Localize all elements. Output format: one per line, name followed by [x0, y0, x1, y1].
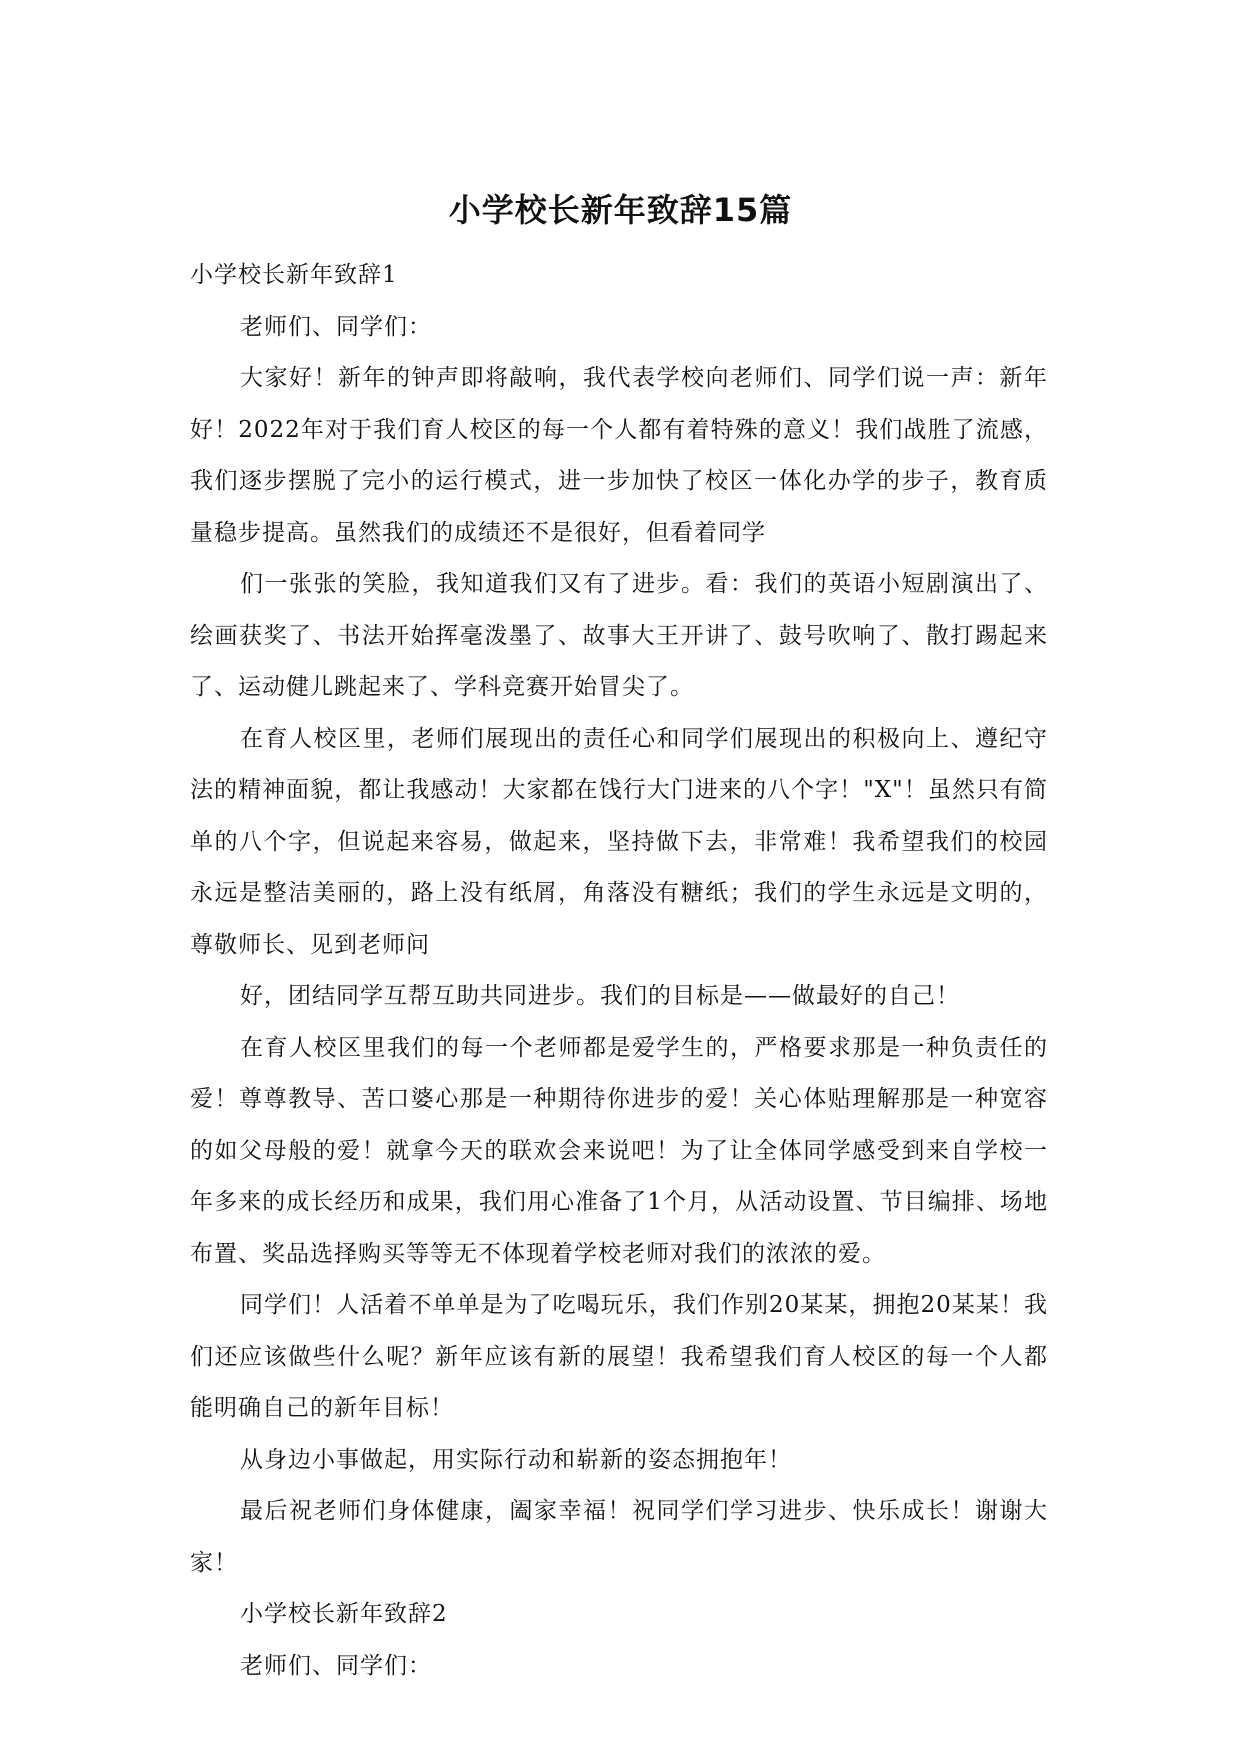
document-title: 小学校长新年致辞15篇 — [448, 191, 793, 229]
body-paragraph: 们一张张的笑脸，我知道我们又有了进步。看：我们的英语小短剧演出了、绘画获奖了、书法开始挥毫泼墨了、故事大王开讲了、鼓号吹响了、散打踢起来了、运动健儿跳起来了、学科竞赛开始冒尖了。 — [190, 571, 1048, 700]
section-heading-1: 小学校长新年致辞1 — [190, 262, 398, 288]
closing-paragraph: 最后祝老师们身体健康，阖家幸福！祝同学们学习进步、快乐成长！谢谢大家！ — [190, 1498, 1048, 1576]
body-paragraph: 同学们！人活着不单单是为了吃喝玩乐，我们作别20某某，拥抱20某某！我们还应该做些什么呢？新年应该有新的展望！我希望我们育人校区的每一个人都能明确自己的新年目标！ — [190, 1292, 1048, 1421]
body-paragraph: 在育人校区里我们的每一个老师都是爱学生的，严格要求那是一种负责任的爱！尊尊教导、苦口婆心那是一种期待你进步的爱！关心体贴理解那是一种宽容的如父母般的爱！就拿今天的联欢会来说吧！为了让全体同学感受到来自学校一年多来的成长经历和成果，我们用心准备了1个月，从活动设置、节目编排、场地布置、奖品选择购买等等无不体现着学校老师对我们的浓浓的爱。 — [190, 1034, 1048, 1267]
body-paragraph: 在育人校区里，老师们展现出的责任心和同学们展现出的积极向上、遵纪守法的精神面貌，都让我感动！大家都在饯行大门进来的八个字！"X"！虽然只有简单的八个字，但说起来容易，做起来，坚持做下去，非常难！我希望我们的校园永远是整洁美丽的，路上没有纸屑，角落没有糖纸；我们的学生永远是文明的，尊敬师长、见到老师问 — [190, 725, 1048, 958]
salutation: 老师们、同学们： — [240, 313, 432, 340]
body-paragraph: 大家好！新年的钟声即将敲响，我代表学校向老师们、同学们说一声：新年好！2022年对于我们育人校区的每一个人都有着特殊的意义！我们战胜了流感，我们逐步摆脱了完小的运行模式，进一步加快了校区一体化办学的步子，教育质量稳步提高。虽然我们的成绩还不是很好，但看着同学 — [190, 365, 1048, 546]
document-body — [190, 250, 1048, 1692]
section-heading-2: 小学校长新年致辞2 — [240, 1601, 448, 1627]
body-paragraph: 从身边小事做起，用实际行动和崭新的姿态拥抱年！ — [240, 1446, 792, 1473]
body-paragraph: 好，团结同学互帮互助共同进步。我们的目标是——做最好的自己！ — [240, 983, 960, 1009]
salutation: 老师们、同学们： — [240, 1652, 432, 1679]
